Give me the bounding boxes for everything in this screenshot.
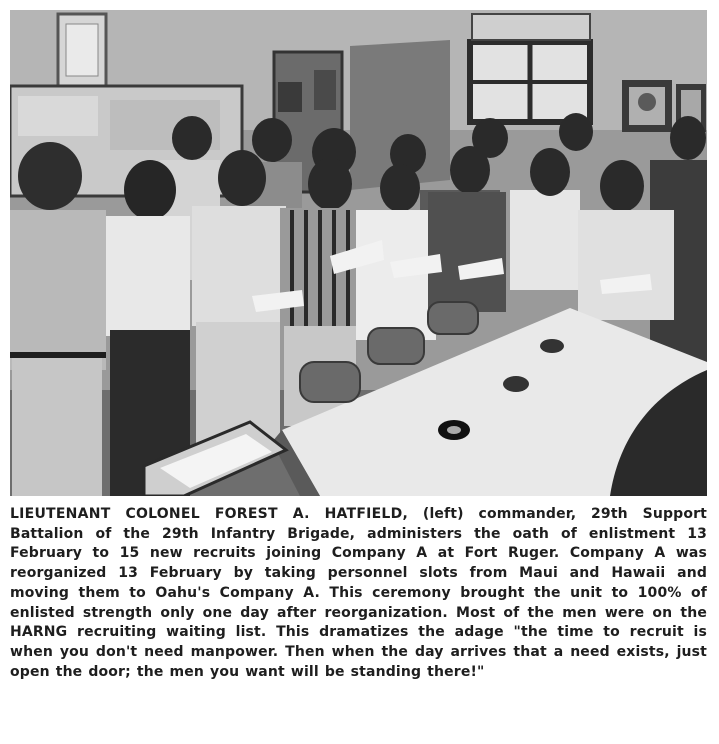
oath-ceremony-photo (10, 10, 707, 496)
caption-body-text: (left) commander, 29th Support Battalion of the 29th Infantry Brigade, administers the oath of enlistment 13 February to 15 new recruits joining Company A at Fort Ruger. Company A was reorganized 13 February by taking personnel slots from Maui and Hawaii and moving them to Oahu's Company A. This ceremony brought the unit to 100% of enlisted strength only one day after reorganization. Most of the men were on the HARNG recruiting waiting list. This dramatizes the adage "the time to recruit is when you don't need manpower. Then when the day arrives that a need exists, just open the door; the men you want will be standing there!" (10, 506, 707, 680)
photo-caption (10, 505, 707, 682)
caption-lead-name: LIEUTENANT COLONEL FOREST A. HATFIELD, (10, 506, 409, 522)
